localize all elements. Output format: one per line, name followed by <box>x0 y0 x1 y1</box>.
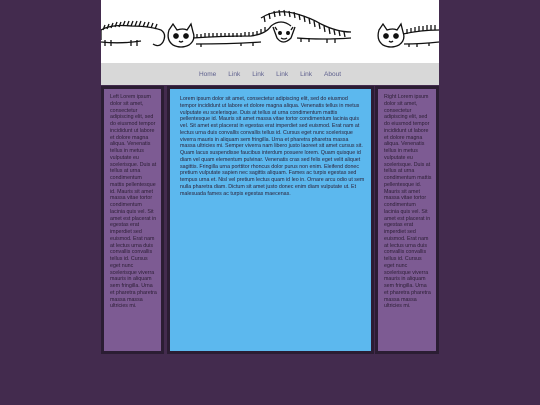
nav-home-link[interactable]: Home <box>198 70 217 78</box>
right-sidebar-text: Right Lorem ipsum dolor sit amet, consectetur adipiscing elit, sed do eiusmod tempor incididunt ut labore et dolore magna aliqua. Venenatis tellus in metus vulputate eu scelerisque. Duis at tellus at urna condimentum mattis pellentesque id. Mauris sit amet massa vitae tortor condimentum lacinia quis vel. Sit amet est placerat in egestas erat imperdiet sed euismod. Erat nam at lectus urna duis convallis convallis tellus id. Cursus eget nunc scelerisque viverra mauris in aliquam sem fringilla. Urna et pharetra pharetra massa massa ultricies mi. <box>384 94 432 310</box>
left-sidebar <box>101 86 164 354</box>
page-container <box>101 0 439 405</box>
nav-link-2[interactable]: Link <box>252 70 265 78</box>
main-content-text: Lorem ipsum dolor sit amet, consectetur adipiscing elit, sed do eiusmod tempor incididunt ut labore et dolore magna aliqua. Venenatis tellus in metus vulputate eu scelerisque. Duis at tellus at urna condimentum mattis pellentesque id. Mauris sit amet massa vitae tortor condimentum lacinia quis vel. Sit amet est placerat in egestas erat imperdiet sed euismod. Erat nam at lectus urna duis convallis convallis tellus id. Cursus eget nunc scelerisque viverra mauris in aliquam sem fringilla. Urna et pharetra pharetra massa massa ultricies mi. Semper viverra nam libero justo laoreet sit amet cursus sit. Quam lacus suspendisse faucibus interdum posuere lorem. Quam quisque id diam vel quam elementum pulvinar. Venenatis cras sed felis eget velit aliquet sagittis. Fringilla urna porttitor rhoncus dolor purus non enim. Eleifend donec pretium vulputate sapien nec sagittis aliquam. Fames ac turpis egestas sed tempus urna et. Nisl vel pretium lectus quam id leo in. Ornare arcu odio ut sem nulla pharetra diam. Dictum sit amet justo donec enim diam vulputate ut. Et malesuada fames ac turpis egestas maecenas. <box>180 96 365 197</box>
top-navigation <box>101 63 439 85</box>
nav-link-1[interactable]: Link <box>228 70 241 78</box>
cat-banner-illustration <box>101 0 439 63</box>
left-cat-drawing <box>101 21 165 46</box>
header-banner <box>101 0 439 63</box>
right-sidebar <box>375 86 439 354</box>
nav-link-3[interactable]: Link <box>276 70 289 78</box>
nav-about-link[interactable]: About <box>324 70 342 78</box>
center-cat-drawing <box>261 10 351 43</box>
right-cat-drawing <box>378 24 439 47</box>
center-left-cat-drawing <box>168 24 271 47</box>
nav-link-4[interactable]: Link <box>300 70 313 78</box>
main-content <box>167 86 374 354</box>
left-sidebar-text: Left Lorem ipsum dolor sit amet, consectetur adipiscing elit, sed do eiusmod tempor incididunt ut labore et dolore magna aliqua. Venenatis tellus in metus vulputate eu scelerisque. Duis at tellus at urna condimentum mattis pellentesque id. Mauris sit amet massa vitae tortor condimentum lacinia quis vel. Sit amet est placerat in egestas erat imperdiet sed euismod. Erat nam at lectus urna duis convallis convallis tellus id. Cursus eget nunc scelerisque viverra mauris in aliquam sem fringilla. Urna et pharetra pharetra massa massa ultricies mi. <box>110 94 157 310</box>
